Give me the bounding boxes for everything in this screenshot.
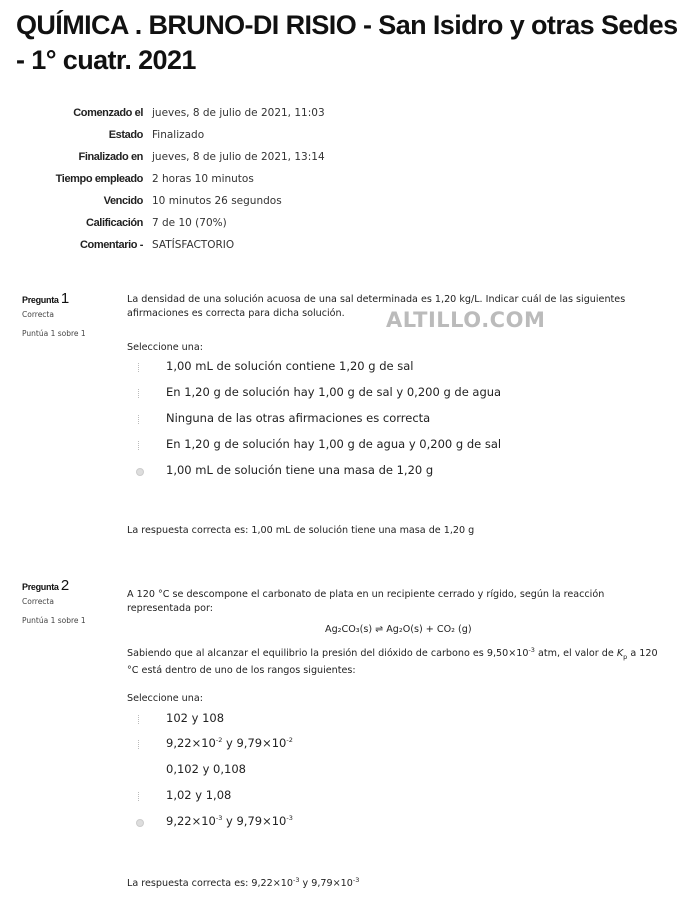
summary-label: Tiempo empleado bbox=[55, 173, 143, 185]
kp-subscript: p bbox=[623, 653, 628, 662]
summary-value: jueves, 8 de julio de 2021, 11:03 bbox=[152, 107, 325, 119]
answer-option[interactable] bbox=[136, 409, 636, 431]
question-label: Pregunta bbox=[22, 295, 59, 305]
answer-option[interactable] bbox=[136, 357, 636, 379]
answer-option[interactable] bbox=[136, 435, 636, 457]
text-part: atm, el valor de bbox=[534, 648, 617, 660]
question-state: Correcta bbox=[22, 310, 54, 319]
answer-option[interactable] bbox=[136, 383, 636, 405]
question-state: Correcta bbox=[22, 597, 54, 606]
summary-row bbox=[0, 214, 700, 236]
answer-option-selected[interactable] bbox=[136, 812, 636, 834]
summary-label: Comentario - bbox=[79, 239, 143, 251]
radio-button[interactable] bbox=[138, 363, 143, 372]
radio-button[interactable] bbox=[138, 766, 142, 775]
question-label: Pregunta bbox=[22, 582, 59, 592]
question-number: 1 bbox=[60, 290, 70, 307]
text-part: a 120 °C está dentro de uno de los rangos siguientes: bbox=[127, 648, 658, 677]
radio-button[interactable] bbox=[138, 415, 143, 424]
summary-row bbox=[0, 148, 700, 170]
answer-option[interactable] bbox=[136, 734, 636, 756]
summary-value: 7 de 10 (70%) bbox=[152, 217, 227, 229]
summary-value: Finalizado bbox=[152, 129, 205, 141]
select-prompt: Seleccione una: bbox=[127, 342, 203, 353]
summary-label: Calificación bbox=[86, 217, 143, 229]
question-number: 2 bbox=[60, 577, 70, 594]
radio-button[interactable] bbox=[138, 715, 143, 724]
summary-value: 2 horas 10 minutos bbox=[152, 173, 254, 185]
question-grade: Puntúa 1 sobre 1 bbox=[22, 329, 86, 338]
option-label: 1,02 y 1,08 bbox=[166, 788, 232, 802]
text-part: Sabiendo que al alcanzar el equilibrio la presión del dióxido de carbono es 9,50×10 bbox=[127, 648, 529, 660]
radio-button-checked[interactable] bbox=[136, 468, 144, 476]
question-grade: Puntúa 1 sobre 1 bbox=[22, 616, 86, 625]
summary-label: Comenzado el bbox=[73, 107, 143, 119]
summary-row bbox=[0, 236, 700, 258]
radio-button[interactable] bbox=[138, 792, 143, 801]
correct-answer: La respuesta correcta es: $9,22\times 10^{-3}$ y $9,79\times 10^{-3}$ bbox=[127, 876, 360, 890]
radio-button[interactable] bbox=[138, 740, 143, 749]
question-2-info bbox=[22, 577, 122, 625]
radio-button-checked[interactable] bbox=[136, 819, 144, 827]
summary-row bbox=[0, 126, 700, 148]
select-prompt: Seleccione una: bbox=[127, 693, 203, 704]
question-heading bbox=[22, 577, 122, 595]
summary-row bbox=[0, 192, 700, 214]
exponent: -3 bbox=[528, 646, 535, 654]
summary-label: Estado bbox=[108, 129, 143, 141]
answer-option-selected[interactable] bbox=[136, 461, 636, 483]
radio-button[interactable] bbox=[138, 441, 143, 450]
radio-button[interactable] bbox=[138, 389, 143, 398]
question-1-info bbox=[22, 290, 122, 338]
question-2-text-continued bbox=[127, 643, 667, 678]
summary-value: jueves, 8 de julio de 2021, 13:14 bbox=[152, 151, 325, 163]
summary-value: SATÍSFACTORIO bbox=[152, 239, 235, 251]
answer-option[interactable] bbox=[136, 709, 636, 731]
option-label: $9,22\times 10^{-3}$ y $9,79\times 10^{-3}$ bbox=[166, 814, 293, 828]
answer-option[interactable] bbox=[136, 786, 636, 808]
question-2-text: A 120 °C se descompone el carbonato de plata en un recipiente cerrado y rígido, según la reacción representada por: bbox=[127, 589, 605, 614]
option-label: 0,102 y 0,108 bbox=[166, 762, 246, 776]
answer-option[interactable] bbox=[136, 760, 636, 782]
option-label: En 1,20 g de solución hay 1,00 g de agua y 0,200 g de sal bbox=[166, 437, 502, 451]
question-heading bbox=[22, 290, 122, 308]
summary-value: 10 minutos 26 segundos bbox=[152, 195, 282, 207]
summary-label: Finalizado en bbox=[78, 151, 143, 163]
kp-symbol: K bbox=[616, 648, 624, 660]
reaction-equation: Ag₂CO₃(s) ⇌ Ag₂O(s) + CO₂ (g) bbox=[325, 624, 472, 635]
question-1-text: La densidad de una solución acuosa de una sal determinada es 1,20 kg/L. Indicar cuál de las siguientes afirmaciones es correcta para dicha solución. bbox=[127, 294, 626, 319]
summary-row bbox=[0, 104, 700, 126]
option-label: En 1,20 g de solución hay 1,00 g de sal y 0,200 g de agua bbox=[166, 385, 502, 399]
page-title: QUÍMICA . BRUNO-DI RISIO - San Isidro y otras Sedes - 1° cuatr. 2021 bbox=[16, 10, 678, 75]
option-label: $9,22\times 10^{-2}$ y $9,79\times 10^{-2}$ bbox=[166, 736, 293, 750]
summary-label: Vencido bbox=[103, 195, 143, 207]
summary-row bbox=[0, 170, 700, 192]
option-label: 102 y 108 bbox=[166, 711, 225, 725]
option-label: 1,00 mL de solución tiene una masa de 1,20 g bbox=[166, 463, 434, 477]
option-label: 1,00 mL de solución contiene 1,20 g de sal bbox=[166, 359, 414, 373]
watermark: ALTILLO.COM bbox=[386, 308, 546, 332]
option-label: Ninguna de las otras afirmaciones es correcta bbox=[166, 411, 431, 425]
correct-answer: La respuesta correcta es: 1,00 mL de solución tiene una masa de 1,20 g bbox=[127, 525, 475, 536]
